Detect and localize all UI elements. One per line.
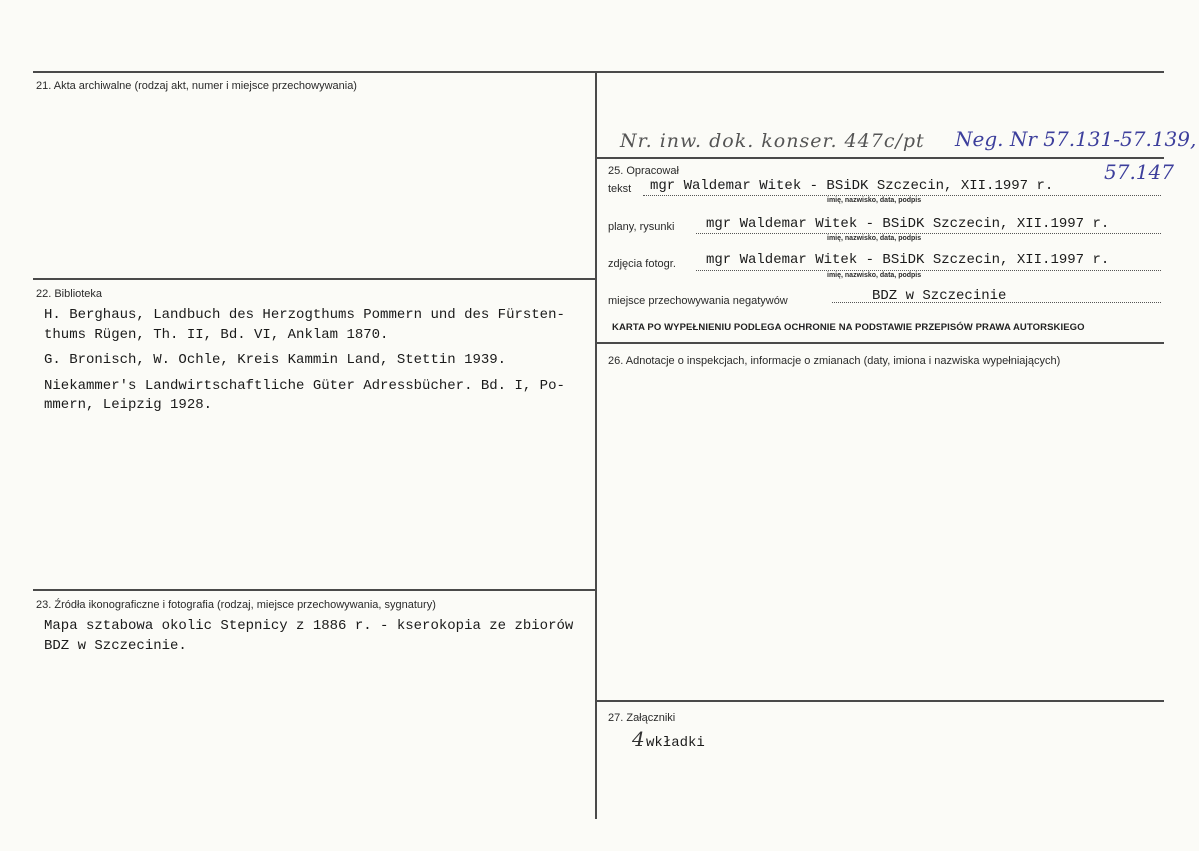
iconography-line2: BDZ w Szczecinie. — [44, 638, 187, 654]
plany-sublabel: imię, nazwisko, data, podpis — [827, 235, 922, 242]
tekst-value: mgr Waldemar Witek - BSiDK Szczecin, XII.1997 r. — [650, 178, 1054, 194]
section-21-label: 21. Akta archiwalne (rodzaj akt, numer i miejsce przechowywania) — [36, 80, 357, 92]
library-entry-1-line1: H. Berghaus, Landbuch des Herzogthums Pommern und des Fürsten- — [44, 307, 565, 323]
section-25-label: 25. Opracował — [608, 165, 679, 177]
top-rule — [33, 71, 1164, 73]
negative-numbers-handwritten: Neg. Nr 57.131-57.139, — [955, 127, 1197, 151]
plany-value: mgr Waldemar Witek - BSiDK Szczecin, XII.1997 r. — [706, 216, 1110, 232]
divider-26-27 — [596, 700, 1164, 702]
section-23-label: 23. Źródła ikonograficzne i fotografia (rodzaj, miejsce przechowywania, sygnatury) — [36, 599, 436, 611]
iconography-line1: Mapa sztabowa okolic Stepnicy z 1886 r. - kserokopia ze zbiorów — [44, 618, 574, 634]
section-26-label: 26. Adnotacje o inspekcjach, informacje o zmianach (daty, imiona i nazwiska wypełniających) — [608, 355, 1061, 367]
zdjecia-sublabel: imię, nazwisko, data, podpis — [827, 272, 922, 279]
tekst-label: tekst — [608, 183, 632, 195]
tekst-sublabel: imię, nazwisko, data, podpis — [827, 197, 922, 204]
library-entry-3-line1: Niekammer's Landwirtschaftliche Güter Adressbücher. Bd. I, Po- — [44, 378, 565, 394]
zdjecia-value: mgr Waldemar Witek - BSiDK Szczecin, XII.1997 r. — [706, 252, 1110, 268]
section-27-label: 27. Załączniki — [608, 712, 676, 724]
library-entry-1-line2: thums Rügen, Th. II, Bd. VI, Anklam 1870. — [44, 327, 389, 343]
library-entry-3-line2: mmern, Leipzig 1928. — [44, 397, 213, 413]
divider-21-22 — [33, 278, 596, 280]
plany-label: plany, rysunki — [608, 221, 675, 233]
attachments-count-handwritten: 4 — [632, 727, 645, 751]
attachments-value: wkładki — [646, 735, 705, 751]
zdjecia-label: zdjęcia fotogr. — [608, 258, 676, 270]
negatives-location-value: BDZ w Szczecinie — [872, 288, 1007, 304]
copyright-notice: KARTA PO WYPEŁNIENIU PODLEGA OCHRONIE NA PODSTAWIE PRZEPISÓW PRAWA AUTORSKIEGO — [612, 322, 1085, 333]
inventory-number-handwritten: Nr. inw. dok. konser. 447c/pt — [620, 130, 925, 152]
divider-22-23 — [33, 589, 596, 591]
negative-numbers-handwritten-2: 57.147 — [1104, 160, 1174, 184]
negatives-location-label: miejsce przechowywania negatywów — [608, 295, 788, 307]
library-entry-2: G. Bronisch, W. Ochle, Kreis Kammin Land, Stettin 1939. — [44, 352, 507, 368]
divider-25-26 — [596, 342, 1164, 344]
center-divider — [595, 71, 597, 819]
section-22-label: 22. Biblioteka — [36, 288, 103, 300]
divider-24-25 — [596, 157, 1164, 159]
